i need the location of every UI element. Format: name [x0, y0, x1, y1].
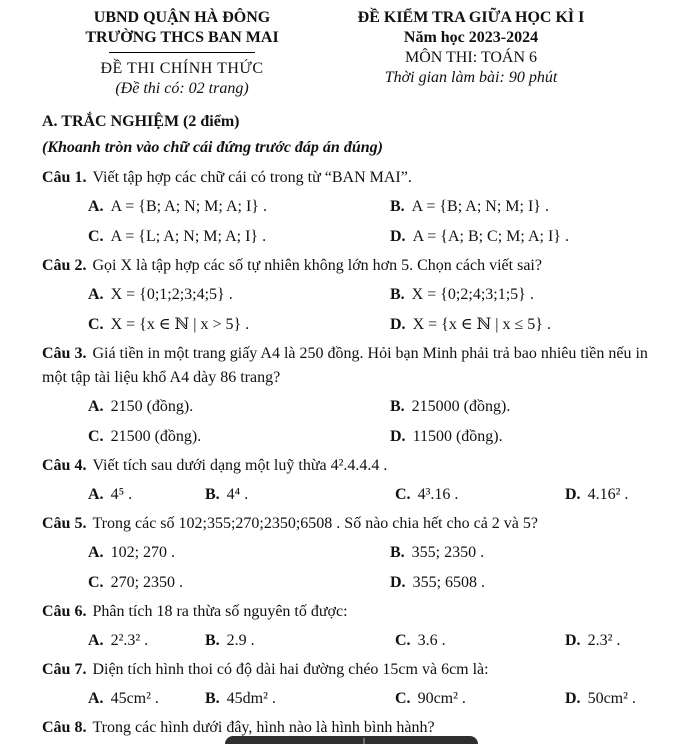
- option-4c-label: C.: [395, 486, 411, 503]
- header-right-block: [322, 8, 660, 88]
- questions-list: [42, 166, 660, 740]
- option-3c-label: C.: [88, 428, 104, 445]
- option-6b: [205, 630, 395, 651]
- option-2d-value: X = {x ∈ ℕ | x ≤ 5} .: [412, 316, 551, 333]
- option-4d: [565, 484, 660, 505]
- option-3d: [390, 426, 660, 447]
- question-5: [42, 512, 660, 593]
- option-7b: [205, 688, 395, 709]
- section-a-title: A. TRẮC NGHIỆM (2 điểm): [42, 113, 240, 130]
- option-5d-label: D.: [390, 574, 406, 591]
- option-1c: [88, 226, 390, 247]
- option-1d-value: A = {A; B; C; M; A; I} .: [412, 228, 569, 245]
- option-4c: [395, 484, 565, 505]
- school-name: TRƯỜNG THCS BAN MAI: [85, 29, 279, 46]
- option-1a-value: A = {B; A; N; M; A; I} .: [110, 198, 267, 215]
- option-2a: [88, 284, 390, 305]
- option-1c-value: A = {L; A; N; M; A; I} .: [110, 228, 267, 245]
- question-2-options: [88, 284, 660, 335]
- pages-note: (Đề thi có: 02 trang): [115, 80, 249, 97]
- option-5b-value: 355; 2350 .: [411, 544, 485, 561]
- option-4a-value: 4⁵ .: [110, 486, 133, 503]
- option-3a-value: 2150 (đồng).: [110, 398, 194, 415]
- duration-line: Thời gian làm bài: 90 phút: [384, 69, 558, 86]
- option-4c-value: 4³.16 .: [417, 486, 459, 503]
- header-underline: [109, 52, 255, 53]
- option-6d-value: 2.3² .: [587, 632, 621, 649]
- option-6a: [88, 630, 205, 651]
- option-6c: [395, 630, 565, 651]
- option-7d-value: 50cm² .: [587, 690, 636, 707]
- option-1c-label: C.: [88, 228, 104, 245]
- question-8-label: Câu 8.: [42, 719, 87, 736]
- option-5b: [390, 542, 660, 563]
- question-5-label: Câu 5.: [42, 515, 87, 532]
- question-3-label: Câu 3.: [42, 345, 87, 362]
- option-3c: [88, 426, 390, 447]
- option-5a-value: 102; 270 .: [110, 544, 176, 561]
- option-1b-label: B.: [390, 198, 405, 215]
- option-7d-label: D.: [565, 690, 581, 707]
- option-4b-value: 4⁴ .: [226, 486, 249, 503]
- option-3a: [88, 396, 390, 417]
- option-3b: [390, 396, 660, 417]
- question-2-label: Câu 2.: [42, 257, 87, 274]
- question-7-options: [88, 688, 660, 709]
- question-7-label: Câu 7.: [42, 661, 87, 678]
- option-4b-label: B.: [205, 486, 220, 503]
- option-7c: [395, 688, 565, 709]
- option-2b-value: X = {0;2;4;3;1;5} .: [411, 286, 534, 303]
- question-1-text: Viết tập hợp các chữ cái có trong từ “BAN MAI”.: [92, 169, 412, 186]
- question-6-label: Câu 6.: [42, 603, 87, 620]
- exam-status: ĐỀ THI CHÍNH THỨC: [100, 60, 264, 77]
- cropped-figure-shape: [225, 736, 478, 744]
- page-header: [42, 8, 660, 99]
- option-4a: [88, 484, 205, 505]
- option-4d-value: 4.16² .: [587, 486, 629, 503]
- option-5d-value: 355; 6508 .: [412, 574, 486, 591]
- option-5c-value: 270; 2350 .: [110, 574, 184, 591]
- option-2c-value: X = {x ∈ ℕ | x > 5} .: [110, 316, 250, 333]
- option-5c: [88, 572, 390, 593]
- option-5d: [390, 572, 660, 593]
- option-2d: [390, 314, 660, 335]
- option-2b-label: B.: [390, 286, 405, 303]
- question-1: [42, 166, 660, 247]
- option-3b-value: 215000 (đồng).: [411, 398, 511, 415]
- option-4a-label: A.: [88, 486, 104, 503]
- option-6d: [565, 630, 660, 651]
- question-4-label: Câu 4.: [42, 457, 87, 474]
- option-7c-value: 90cm² .: [417, 690, 466, 707]
- subject-line: MÔN THI: TOÁN 6: [404, 49, 537, 66]
- question-3-options: [88, 396, 660, 447]
- question-2-statement: [42, 254, 660, 278]
- header-left-block: [42, 8, 322, 99]
- section-a-instruction: (Khoanh tròn vào chữ cái đứng trước đáp án đúng): [42, 139, 383, 156]
- question-2-text: Gọi X là tập hợp các số tự nhiên không lớn hơn 5. Chọn cách viết sai?: [92, 257, 542, 274]
- cropped-figure-divider: [363, 738, 365, 744]
- option-4b: [205, 484, 395, 505]
- option-1b-value: A = {B; A; N; M; I} .: [411, 198, 549, 215]
- question-7: [42, 658, 660, 709]
- question-7-text: Diện tích hình thoi có độ dài hai đường chéo 15cm và 6cm là:: [92, 661, 489, 678]
- question-6-options: [88, 630, 660, 651]
- option-6b-value: 2.9 .: [226, 632, 255, 649]
- option-6a-label: A.: [88, 632, 104, 649]
- option-3d-label: D.: [390, 428, 406, 445]
- question-1-statement: [42, 166, 660, 190]
- option-1d-label: D.: [390, 228, 406, 245]
- option-7d: [565, 688, 660, 709]
- option-5b-label: B.: [390, 544, 405, 561]
- option-6c-label: C.: [395, 632, 411, 649]
- option-7a-label: A.: [88, 690, 104, 707]
- option-2b: [390, 284, 660, 305]
- option-7b-value: 45dm² .: [226, 690, 276, 707]
- question-4-options: [88, 484, 660, 505]
- option-2c: [88, 314, 390, 335]
- question-3: [42, 342, 660, 447]
- option-5a-label: A.: [88, 544, 104, 561]
- question-6: [42, 600, 660, 651]
- option-2a-label: A.: [88, 286, 104, 303]
- question-3-text: Giá tiền in một trang giấy A4 là 250 đồng. Hỏi bạn Minh phải trả bao nhiêu tiền nếu in một tập tài liệu khổ A4 dày 86 trang?: [42, 345, 648, 386]
- question-5-text: Trong các số 102;355;270;2350;6508 . Số nào chia hết cho cả 2 và 5?: [92, 515, 539, 532]
- option-6d-label: D.: [565, 632, 581, 649]
- option-3a-label: A.: [88, 398, 104, 415]
- option-1b: [390, 196, 660, 217]
- exam-title: ĐỀ KIỂM TRA GIỮA HỌC KÌ I: [357, 9, 585, 26]
- option-3d-value: 11500 (đồng).: [412, 428, 503, 445]
- question-6-statement: [42, 600, 660, 624]
- school-year: Năm học 2023-2024: [403, 29, 539, 46]
- option-7c-label: C.: [395, 690, 411, 707]
- question-8-text: Trong các hình dưới đây, hình nào là hình bình hành?: [92, 719, 435, 736]
- question-4-statement: [42, 454, 660, 478]
- question-7-statement: [42, 658, 660, 682]
- question-3-statement: [42, 342, 660, 390]
- option-7a-value: 45cm² .: [110, 690, 159, 707]
- option-4d-label: D.: [565, 486, 581, 503]
- option-6b-label: B.: [205, 632, 220, 649]
- question-6-text: Phân tích 18 ra thừa số nguyên tố được:: [92, 603, 348, 620]
- option-2c-label: C.: [88, 316, 104, 333]
- option-2a-value: X = {0;1;2;3;4;5} .: [110, 286, 233, 303]
- option-7b-label: B.: [205, 690, 220, 707]
- option-5c-label: C.: [88, 574, 104, 591]
- question-5-statement: [42, 512, 660, 536]
- option-1a-label: A.: [88, 198, 104, 215]
- question-4: [42, 454, 660, 505]
- question-1-label: Câu 1.: [42, 169, 87, 186]
- question-1-options: [88, 196, 660, 247]
- option-7a: [88, 688, 205, 709]
- option-6c-value: 3.6 .: [417, 632, 446, 649]
- issuing-authority: UBND QUẬN HÀ ĐÔNG: [93, 9, 271, 26]
- option-1d: [390, 226, 660, 247]
- option-5a: [88, 542, 390, 563]
- option-1a: [88, 196, 390, 217]
- question-4-text: Viết tích sau dưới dạng một luỹ thừa 4².4.4.4 .: [92, 457, 388, 474]
- option-2d-label: D.: [390, 316, 406, 333]
- question-5-options: [88, 542, 660, 593]
- option-3b-label: B.: [390, 398, 405, 415]
- option-6a-value: 2².3² .: [110, 632, 149, 649]
- option-3c-value: 21500 (đồng).: [110, 428, 202, 445]
- question-2: [42, 254, 660, 335]
